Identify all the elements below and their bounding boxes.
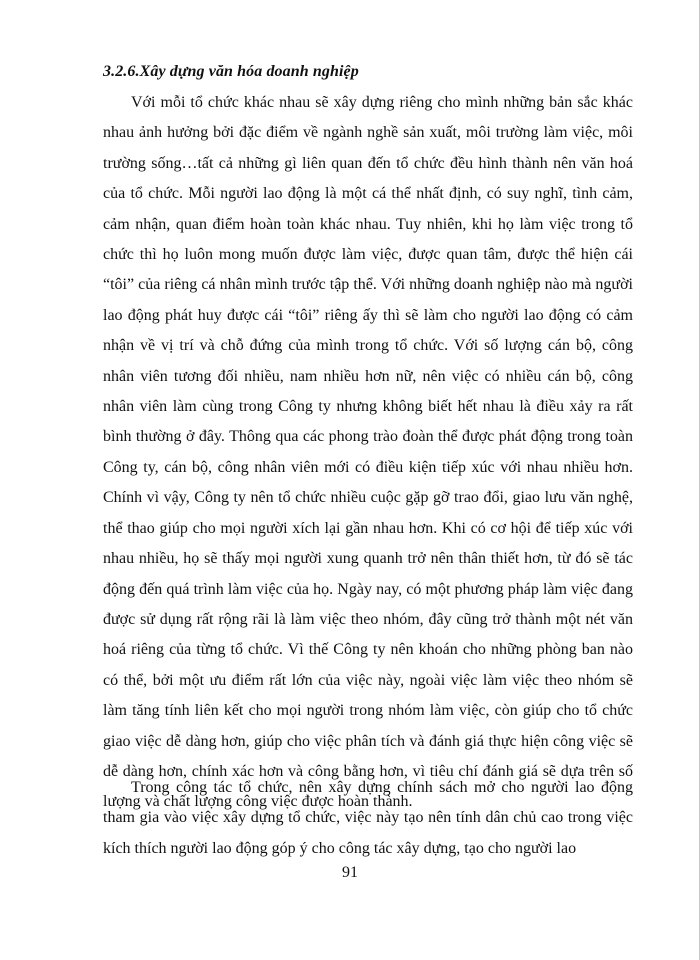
body-paragraph-1: Với mỗi tổ chức khác nhau sẽ xây dựng riêng cho mình những bản sắc khác nhau ảnh hưởng bởi đặc điểm về ngành nghề sản xuất, môi trường làm việc, môi trường sống…tất cả những gì liên quan đến tổ chức đều hình thành nên văn hoá của tổ chức. Mỗi người lao động là một cá thể nhất định, có suy nghĩ, tình cảm, cảm nhận, quan điểm hoàn toàn khác nhau. Tuy nhiên, khi họ làm việc trong tổ chức thì họ luôn mong muốn được làm việc, được quan tâm, được thể hiện cái “tôi” của riêng cá nhân mình trước tập thể. Với những doanh nghiệp nào mà người lao động phát huy được cái “tôi” riêng ấy thì sẽ làm cho người lao động có cảm nhận về vị trí và chỗ đứng của mình trong tổ chức. Với số lượng cán bộ, công nhân viên tương đối nhiều, nam nhiều hơn nữ, nên việc có nhiều cán bộ, công nhân viên làm cùng trong Công ty nhưng không biết hết nhau là điều xảy ra rất bình thường ở đây. Thông qua các phong trào đoàn thể được phát động trong toàn Công ty, cán bộ, công nhân viên mới có điều kiện tiếp xúc với nhau nhiều hơn. Chính vì vậy, Công ty nên tổ chức nhiều cuộc gặp gỡ trao đổi, giao lưu văn nghệ, thể thao giúp cho mọi người xích lại gần nhau hơn. Khi có cơ hội để tiếp xúc với nhau nhiều, họ sẽ thấy mọi người xung quanh trở nên thân thiết hơn, từ đó sẽ tác động đến quá trình làm việc của họ. Ngày nay, có một phương pháp làm việc đang được sử dụng rất rộng rãi là làm việc theo nhóm, đây cũng trở thành một nét văn hoá riêng của từng tổ chức. Vì thế Công ty nên khoán cho những phòng ban nào có thể, bởi một ưu điểm rất lớn của việc này, ngoài việc làm việc theo nhóm sẽ làm tăng tính liên kết cho mọi người trong nhóm làm việc, còn giúp cho tổ chức giao việc dễ dàng hơn, giúp cho việc phân tích và đánh giá thực hiện công việc sẽ dễ dàng hơn, chính xác hơn và công bằng hơn, vì tiêu chí đánh giá sẽ dựa trên số lượng và chất lượng công việc được hoàn thành.	[103, 94, 633, 811]
section-heading: 3.2.6.Xây dựng văn hóa doanh nghiệp	[103, 63, 359, 80]
page-number: 91	[342, 864, 358, 881]
body-paragraph-2: Trong công tác tổ chức, nên xây dựng chính sách mở cho người lao động tham gia vào việc xây dựng tổ chức, việc này tạo nên tính dân chủ cao trong việc kích thích người lao động góp ý cho công tác xây dựng, tạo cho người lao	[103, 779, 633, 857]
